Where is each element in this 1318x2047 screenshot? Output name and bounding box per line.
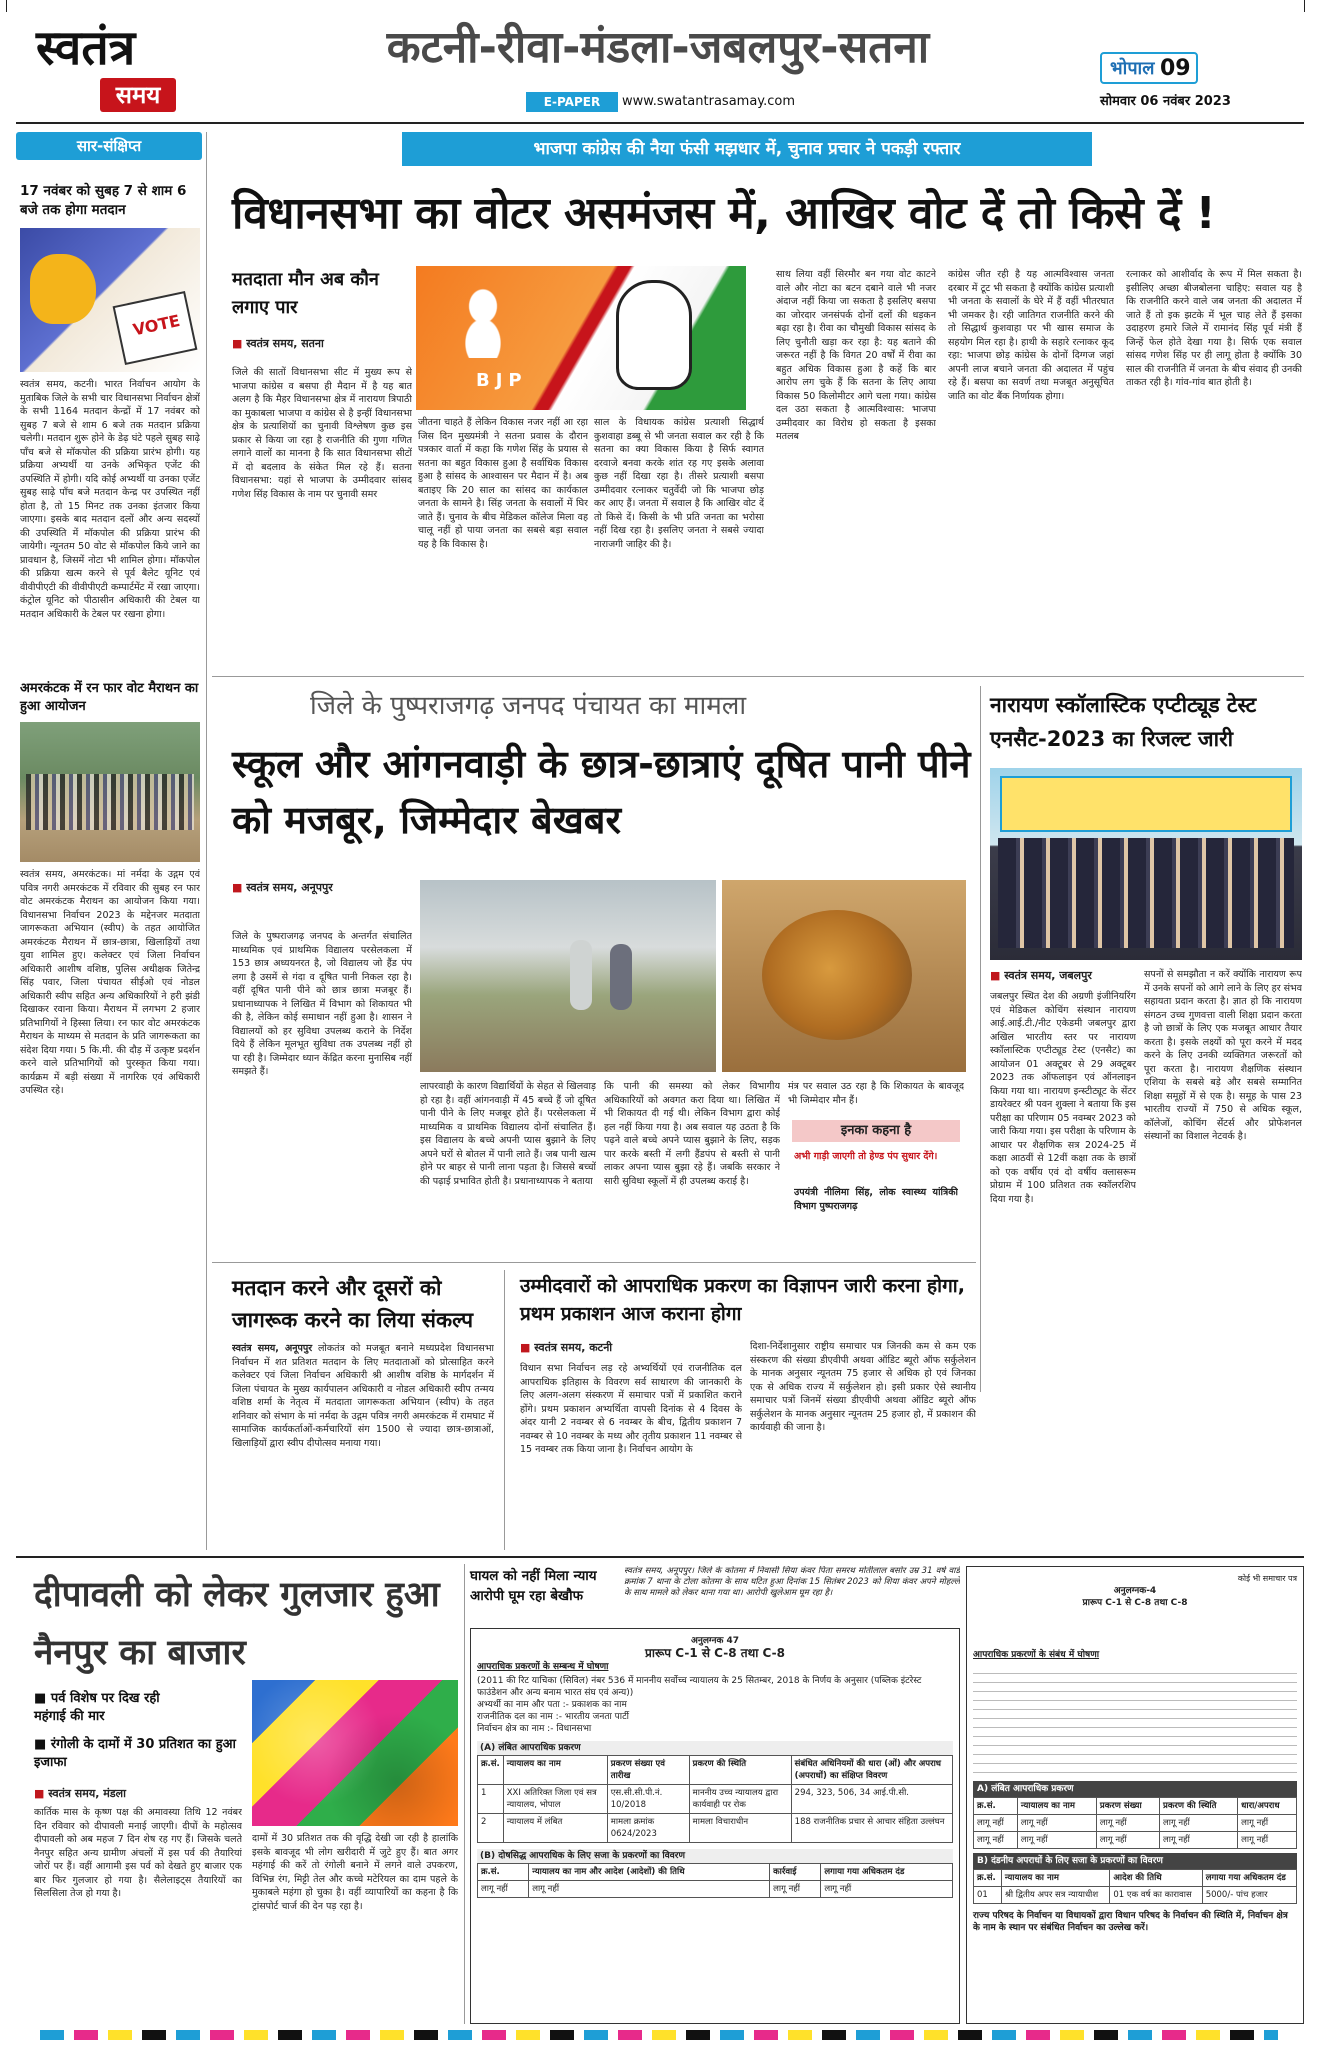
notice1-party: राजनीतिक दल का नाम :- भारतीय जनता पार्टी — [477, 1712, 629, 1722]
col-header: न्यायालय का नाम — [1001, 1870, 1110, 1887]
table-cell: मामला विचाराधीन — [689, 1814, 791, 1843]
notice1-section-b: (B) दोषसिद्ध आपराधिक के लिए सजा के प्रकरणों का विवरण — [477, 1849, 953, 1863]
col-header: प्रकरण की स्थिति — [689, 1756, 791, 1785]
col-header: प्रकरण संख्या एवं तारीख — [607, 1756, 689, 1785]
notice2-footer: राज्य परिषद के निर्वाचन या विधायकों द्वारा विधान परिषद के निर्वाचन की स्थिति में, निर्वाचन क्षेत्र के नाम के स्थान पर संबंधित निर्वाचन का उल्लेख करें। — [973, 1911, 1288, 1933]
color-heaps — [252, 1680, 458, 1826]
website-url[interactable]: www.swatantrasamay.com — [622, 94, 796, 109]
mp-map-shape — [30, 254, 96, 324]
quote-body: अभी गाड़ी जाएगी तो हेण्ड पंप सुधार देंगे। — [794, 1151, 938, 1162]
sidebar-header-title: सार-संक्षिप्त — [76, 137, 142, 155]
table-cell: लागू नहीं — [1159, 1815, 1237, 1832]
notice2-form-title: प्रारूप C-1 से C-8 तथा C-8 — [1082, 1598, 1188, 1608]
table-row — [478, 1814, 953, 1843]
table-cell: लागू नहीं — [974, 1815, 1018, 1832]
sidebar-divider — [206, 132, 207, 1550]
quote-box — [788, 1120, 964, 1252]
col-header: धारा/अपराध — [1238, 1798, 1297, 1815]
rangoli-photo — [252, 1680, 458, 1826]
masthead — [0, 0, 1318, 124]
brief1-photo — [20, 228, 200, 372]
story2-col3: कि पानी की समस्या को लेकर विभागीय अधिकारियों को अवगत करा दिया था। लिखित में भी शिकायत दी गई थी। लेकिन विभाग द्वारा कोई हल नहीं किया गया है। अब सवाल यह उठता है कि पढ़ने वाले बच्चे अपने प्यास बुझाने के लिए, सड़क पार करके बस्ती में लगी हैंडपंप से बस्ती से पानी लाकर अपना प्यास बुझा रहे हैं। जबकि सरकार ने सारी सुविधा स्कूलों में ही उपलब्ध कराई है। — [604, 1081, 780, 1187]
story2-kicker: जिले के पुष्पराजगढ़ जनपद पंचायत का मामला — [310, 691, 747, 721]
story3-photo — [990, 768, 1302, 960]
notice1-table-a — [477, 1755, 953, 1843]
hand-symbol — [616, 280, 692, 390]
sidebar — [16, 132, 202, 1550]
story6-col2: दामों में 30 प्रतिशत तक की वृद्धि देखी जा रही है हालांकि इसके बावजूद भी लोग खरीदारी में जुटे हुए हैं। बात अगर महंगाई की करें तो रंगोली बनाने में लगने वाले उपकरण, विभिन्न रंग, मिट्टी तेल और कच्चे मटेरियल का दाम पहले के मुकाबले महंगा हो चुका है। वहीं व्यापारियों का कहना है कि ट्रांसपोर्ट चार्ज की देन पड़ रहा है। — [252, 1833, 458, 1912]
child-figure — [610, 944, 632, 1010]
brief2-body: स्वतंत्र समय, अमरकंटक। मां नर्मदा के उद्गम एवं पवित्र नगरी अमरकंटक में रविवार की सुबह रन फार वोट अमरकंटक मैराथन का आयोजन किया गया। विधानसभा निर्वाचन 2023 के मद्देनजर मतदाता जागरूकता अभियान (स्वीप) के तहत आयोजित अमरकंटक मैराथन में छात्र-छात्रा, खिलाड़ियों तथा युवा शामिल हुए। कलेक्टर एवं जिला निर्वाचन अधिकारी आशीष वशिष्ठ, पुलिस अधीक्षक जितेन्द्र सिंह पवार, जिला पंचायत सीईओ एवं नोडल अधिकारी स्वीप सहित अन्य अधिकारियों ने हरी झंडी दिखाकर रवाना किया। मैराथन में लगभग 2 हजार प्रतिभागियों ने हिस्सा लिया। रन फार वोट अमरकंटक मैराथन के माध्यम से मतदान के प्रति जागरूकता का संदेश दिया गया। 5 कि.मी. की दौड़ में उत्कृष्ट प्रदर्शन करने वाले प्रतिभागियों को पुरस्कृत किया गया। कार्यक्रम में बड़ी संख्या में नागरिक एवं अधिकारी उपस्थित रहे। — [20, 869, 200, 1096]
notice2-form: अनुलग्नक-4 — [1113, 1586, 1157, 1596]
story5-headline: उम्मीदवारों को आपराधिक प्रकरण का विज्ञापन जारी करना होगा, प्रथम प्रकाशन आज कराना होगा — [520, 1275, 965, 1325]
story6-divider — [464, 1564, 465, 2024]
story3-divider — [980, 686, 981, 1392]
table-row — [478, 1785, 953, 1814]
notice1-form: अनुलग्नक 47 — [690, 1636, 740, 1646]
lead-col2: जीतना चाहते हैं लेकिन विकास नजर नहीं आ रहा जिस दिन मुख्यमंत्री ने सतना प्रवास के दौरान पत्रकार वार्ता में कहा कि गणेश सिंह के प्रयास से सतना का बहुत विकास हुआ है सर्वाधिक विकास हुआ है सांसद के आश्वासन पर मैदान में है। अब बताइए कि 20 साल का सांसद का कार्यकाल जनता के सामने है। सिंह जनता के सवालों में घिर जाते हैं। चुनाव के बीच मेडिकल कॉलेज मिला वह चालू नहीं हो पाया जनता का सबसे बड़ा सवाल यह है कि विकास है। — [418, 417, 588, 550]
story7-headline: घायल को नहीं मिला न्याय आरोपी घूम रहा बेखौफ — [470, 1568, 597, 1604]
bullet2-text: रंगोली के दामों में 30 प्रतिशत का हुआ इजाफा — [34, 1737, 236, 1770]
table-cell: 188 राजनीतिक प्रचार से आचार संहिता उल्लंघन — [791, 1814, 952, 1843]
story4-body — [232, 1342, 494, 1548]
section-banner — [402, 132, 1092, 166]
table-cell: 294, 323, 506, 34 आई.पी.सी. — [791, 1785, 952, 1814]
dirty-water-bowl — [762, 910, 912, 1040]
table-row — [974, 1832, 1297, 1849]
table-header-row — [478, 1864, 953, 1881]
col-header: क्र.सं. — [974, 1870, 1002, 1887]
logo-bottom: समय — [115, 81, 161, 109]
table-cell: लागू नहीं — [1017, 1832, 1096, 1849]
story6-bullet2 — [34, 1736, 244, 1772]
table-cell: एस.सी.सी.पी.नं. 10/2018 — [607, 1785, 689, 1814]
table-cell: माननीय उच्च न्यायालय द्वारा कार्यवाही पर रोक — [689, 1785, 791, 1814]
story2-headline: स्कूल और आंगनवाड़ी के छात्र-छात्राएं दूषित पानी पीने को मजबूर, जिम्मेदार बेखबर — [232, 742, 971, 842]
banner-text: भाजपा कांग्रेस की नैया फंसी मझधार में, चुनाव प्रचार ने पकड़ी रफ्तार — [533, 139, 961, 159]
story6-bullet1 — [34, 1690, 194, 1726]
lead-byline: ■ स्वतंत्र समय, सतना — [232, 336, 412, 351]
notice1-section-a: (A) लंबित आपराधिक प्रकरण — [477, 1741, 953, 1755]
col-header: लगाया गया अधिकतम दंड — [1202, 1870, 1296, 1887]
table-cell: लागू नहीं — [770, 1881, 821, 1898]
legal-notice-2 — [966, 1566, 1304, 2024]
table-cell: लागू नहीं — [1096, 1832, 1159, 1849]
print-color-bar — [40, 2030, 1278, 2040]
brief1-body: स्वतंत्र समय, कटनी। भारत निर्वाचन आयोग के मुताबिक जिले के सभी चार विधानसभा निर्वाचन क्षेत्रों के सभी 1164 मतदान केन्द्रों में 17 नवंबर को सुबह 7 बजे से शाम 6 बजे तक मतदान प्रक्रिया चलेगी। मतदान शुरू होने के डेढ़ घंटे पहले सुबह साढ़े पाँच बजे से मॉकपोल की प्रक्रिया प्रारंभ होगी। यह प्रक्रिया अभ्यर्थी या उनके अभिकृत एजेंट की उपस्थिति में होगी। यदि कोई अभ्यर्थी या उनका एजेंट सुबह साढ़े पाँच बजे मतदान केन्द्र पर उपस्थित नहीं होता है, तो 15 मिनट तक उनका इंतजार किया जाएगा। इसके बाद मतदान दलों और अन्य सदस्यों की उपस्थिति में मॉकपोल की प्रक्रिया प्रारंभ की जायेगी। न्यूनतम 50 वोट से मॉकपोल किये जाने का प्रावधान है, जिसमें नोटा भी शामिल होगा। मॉकपोल की प्रक्रिया खत्म करने से पूर्व बैलेट यूनिट एवं वीवीपीएटी की वीवीपीएटी कम्पार्टमेंट में रखा जाएगा। कंट्रोल यूनिट को पीठासीन अधिकारी की टेबल या मतदान अधिकारी के टेबल पर रखना होगा। — [20, 379, 200, 620]
lotus-symbol — [440, 284, 526, 358]
table-cell: लागू नहीं — [529, 1881, 770, 1898]
story6-headline: दीपावली को लेकर गुलजार हुआ नैनपुर का बाजार — [34, 1575, 440, 1673]
brief1-title: 17 नवंबर को सुबह 7 से शाम 6 बजे तक होगा मतदान — [20, 183, 187, 218]
table-header-row — [478, 1756, 953, 1785]
lead-bottom-rule — [212, 676, 1304, 677]
col-header: क्र.सं. — [974, 1798, 1018, 1815]
col-header: न्यायालय का नाम — [1017, 1798, 1096, 1815]
epaper-badge: E-PAPER — [526, 92, 618, 112]
table-cell: मामला क्रमांक 0624/2023 — [607, 1814, 689, 1843]
story4-byline: स्वतंत्र समय, अनूपपुर — [232, 1343, 313, 1354]
lead-col6: रत्नाकर को आशीर्वाद के रूप में मिल सकता है। इसीलिए अच्छा बीजबोलना चाहिए: सवाल यह है कि राजनीति करने वाले जब जनता की अदालत में जाते हैं तो इक झटके में भूल चाह लेते हैं इसका उदाहरण हमारे जिले में रामानंद सिंह पूर्व मंत्री हैं जिन्हें फेल होते देखा गया है। सिर्फ एक सवाल सांसद गणेश सिंह पर ही लागू होता है क्योंकि 30 साल की राजनीति में जनता के बीच संवाद ही उनकी ताकत रही है। गांव-गांव बात होती है। — [1126, 269, 1302, 388]
quote-title: इनका कहना है — [840, 1123, 912, 1138]
story6-col1: कार्तिक मास के कृष्ण पक्ष की अमावस्या तिथि 12 नवंबर दिन रविवार को दीपावली मनाई जाएगी। दीपों के महोत्सव दीपावली को अब महज 7 दिन शेष रह गए हैं। जिसके चलते नैनपुर सहित अन्य ग्रामीण अंचलों में इस पर्व की तैयारियां जोरों पर हैं। वहीं आगामी इस पर्व को देखते हुए बाजार एक बार फिर गुलजार हो गया है। सैलेलाइट्स तैयारियों का सिलसिला तेज हो गया है। — [34, 1807, 242, 1899]
notice1-constituency: निर्वाचन क्षेत्र का नाम :- विधानसभा — [477, 1724, 592, 1734]
col-header: क्र.सं. — [478, 1756, 504, 1785]
lead-col4: साथ लिया वहीं सिरमौर बन गया वोट काटने वाले और नोटा का बटन दबाने वाले भी नजर अंदाज नहीं किया जा सकता है इसलिए बसपा का जोरदार जनसंपर्क दोनों दलों की धड़कन बढ़ा रहा है। रीवा का चौमुखी विकास सांसद के लिए चुनौती खड़ा कर रहा है: यह बताने की जरूरत नहीं है कि विगत 20 वर्षों में रीवा का बहुत अधिक विकास हुआ है कहें कि बार आरोप लग चुके हैं कि सतना के लिए आया विकास 50 किलोमीटर आगे चला गया। कांग्रेस दल उठा सकता है आत्मविश्वास: भाजपा उम्मीदवार का विरोध हो सकता है इसका मतलब — [776, 269, 936, 442]
lower-rule — [16, 1556, 1304, 1558]
story5-col1: विधान सभा निर्वाचन लड़ रहे अभ्यर्थियों एवं राजनीतिक दल आपराधिक इतिहास के विवरण सर्व साधारण की जानकारी के लिए अलग-अलग संस्करण में समाचार पत्रों में प्रकाशित कराने होंगे। प्रथम प्रकाशन अभ्यर्थिता वापसी दिनांक से 4 दिवस के अंदर यानी 2 नवम्बर से 6 नवम्बर के बीच, द्वितीय प्रकाशन 7 नवम्बर से 10 नवम्बर के मध्य और तृतीय प्रकाशन 11 नवम्बर से 15 नवम्बर तक किया जाना है। निर्वाचन आयोग के — [520, 1363, 742, 1455]
story5-col2: दिशा-निर्देशानुसार राष्ट्रीय समाचार पत्र जिनकी कम से कम एक संस्करण की संख्या डीएवीपी अथवा ऑडिट ब्यूरो ऑफ सर्कुलेशन के मानक अनुसार न्यूनतम 75 हजार से अधिक हो एवं जिनका एक से अधिक राज्य में सर्कुलेशन हो। इसी प्रकार ऐसे स्थानीय समाचार पत्रों जिनमें संख्या डीएवीपी अथवा ऑडिट ब्यूरो ऑफ सर्कुलेशन के मानक अनुसार न्यूनतम 25 हजार हो, में प्रकाशन की कार्यवाही की जाना है। — [750, 1341, 976, 1433]
bullet-icon: ■ — [34, 1737, 51, 1752]
brief2-title: अमरकंटक में रन फार वोट मैराथन का हुआ आयोजन — [20, 681, 199, 714]
notice1-table-b — [477, 1863, 953, 1898]
quote-title-bar — [792, 1120, 960, 1142]
notice2-note: कोई भी समाचार पत्र — [1237, 1574, 1297, 1583]
sidebar-header — [16, 132, 202, 160]
page-number: 09 — [1160, 56, 1191, 81]
col-header: क्र.सं. — [478, 1864, 529, 1881]
col-header: आदेश की तिथि — [1110, 1870, 1202, 1887]
lead-col5: कांग्रेस जीत रही है यह आत्मविश्वास जनता दरबार में टूट भी सकता है क्योंकि कांग्रेस प्रत्याशी भी जनता के सवालों के घेरे में हैं वहीं भीतरघात भी जमकर है। रही जातिगत राजनीति करने की तो सिद्धार्थ कुशवाहा पर भी खास समाज के सहयोग मिल रहा है। हाथी के सहारे रत्नाकर कूद रहा: भाजपा छोड़ कांग्रेस के दोनों दिग्गज जहां अपनी लाज बचाने जनता की अदालत में पहुंच रहे हैं। बसपा का सवर्ण तथा मजबूत अनुसूचित जाति का वोट बैंक निर्णायक होगा। — [948, 269, 1114, 402]
table-cell: 01 एक वर्ष का कारावास — [1110, 1887, 1202, 1904]
masthead-rule — [16, 122, 1304, 124]
col-header: न्यायालय का नाम और आदेश (आदेशों) की तिथि — [529, 1864, 770, 1881]
page-info-box — [1100, 52, 1198, 84]
story4-text: लोकतंत्र को मजबूत बनाने मध्यप्रदेश विधानसभा निर्वाचन में शत प्रतिशत मतदान के लिए मतदाताओं को प्रोत्साहित करने कलेक्टर एवं जिला निर्वाचन अधिकारी श्री आशीष वशिष्ठ के मार्गदर्शन में जिला पंचायत के मुख्य कार्यपालन अधिकारी व नोडल अधिकारी स्वीप तन्मय वशिष्ठ शर्मा के नेतृत्व में मतदाता जागरूकता अभियान (स्वीप) के तहत शनिवार को संभाग के मां नर्मदा के उद्गम पवित्र नगरी अमरकंटक में रामघाट में सामाजिक कार्यकर्ताओं-कर्मचारियों संग 1500 से ज्यादा छात्र-छात्राओं, खिलाड़ियों द्वारा स्वीप दीपोत्सव मनाया गया। — [232, 1343, 494, 1449]
notice1-subject: आपराधिक प्रकरणों के सम्बन्ध में घोषणा — [477, 1662, 609, 1672]
notice2-table-b — [973, 1869, 1297, 1904]
bullet1-text: पर्व विशेष पर दिख रही महंगाई की मार — [34, 1691, 160, 1724]
story3-headline: नारायण स्कॉलास्टिक एप्टीट्यूड टेस्ट एनसैट-2023 का रिजल्ट जारी — [990, 693, 1257, 751]
table-cell: 1 — [478, 1785, 504, 1814]
mid-rule — [212, 1262, 976, 1263]
notice1-form-title: प्रारूप C-1 से C-8 तथा C-8 — [645, 1646, 785, 1660]
story4-headline: मतदान करने और दूसरों को जागरूक करने का लिया संकल्प — [232, 1276, 474, 1332]
story7-body: स्वतंत्र समय, अनूपपुर। जिले के कोतमा में निवासी सिया कंवर पिता समरथ मोतीलाल बसोर उम्र 31 वर्ष वार्ड क्रमांक 7 थाना के टोला कोतमा के साथ घटित हुआ दिनांक 15 सितंबर 2023 को शिया कंवर अपने मोहल्ले के साथ मामले को लेकर थाना गया था। आरोपी खुलेआम घूम रहा है। — [624, 1566, 960, 1598]
story2-byline: ■ स्वतंत्र समय, अनूपपुर — [232, 880, 432, 895]
notice2-subject: आपराधिक प्रकरणों के संबंध में घोषणा — [973, 1650, 1100, 1660]
story2-col1: जिले के पुष्पराजगढ़ जनपद के अन्तर्गत संचालित माध्यमिक एवं प्राथमिक विद्यालय परसेलकला में 153 छात्र अध्ययनरत है, जो विद्यालय जो हैंड पंप लगा है उसमें से गंदा व दूषित पानी निकल रहा है। वहीं दूषित पानी पीने को छात्र छात्रा मजबूर हैं। प्रधानाध्यापक ने लिखित में विभाग को शिकायत भी की है, लेकिन कोई समाधान नहीं हुआ है। शासन ने विद्यालयों को हर सुविधा उपलब्ध कराने के निर्देश दिये हैं लेकिन मूलभूत सुविधा तक उपलब्ध नहीं हो पा रही है। जिम्मेदार ध्यान केंद्रित करना मुनासिब नहीं समझते हैं। — [232, 931, 412, 1077]
logo-bottom-box — [100, 78, 176, 112]
col-header: संबंधित अधिनियमों की धारा (ओं) और अपराध (अपराधों) का संक्षिप्त विवरण — [791, 1756, 952, 1785]
ballot-box-label: VOTE — [131, 310, 182, 340]
legal-notice-1 — [470, 1628, 960, 2024]
child-figure — [570, 940, 592, 1010]
table-cell: लागू नहीं — [1096, 1815, 1159, 1832]
col-header: प्रकरण की स्थिति — [1159, 1798, 1237, 1815]
notice2-section-a: A) लंबित आपराधिक प्रकरण — [973, 1781, 1297, 1797]
notice1-candidate: अभ्यर्थी का नाम और पता :- प्रकाशक का नाम — [477, 1700, 627, 1710]
table-cell: 01 — [974, 1887, 1002, 1904]
marathon-photo — [20, 722, 200, 862]
notice2-table-a — [973, 1797, 1297, 1849]
table-cell: लागू नहीं — [478, 1881, 529, 1898]
notice2-section-b: B) दंडनीय अपराधों के लिए सजा के प्रकरणों का विवरण — [973, 1853, 1297, 1869]
story2-photo-water — [722, 880, 966, 1072]
table-row — [974, 1887, 1297, 1904]
bullet-icon: ■ — [34, 1691, 51, 1706]
table-header-row — [974, 1798, 1297, 1815]
edition-name: भोपाल — [1110, 58, 1155, 79]
story5-byline: ■ स्वतंत्र समय, कटनी — [520, 1340, 720, 1355]
ballot-box — [113, 291, 198, 365]
story3-byline: ■ स्वतंत्र समय, जबलपुर — [990, 968, 1160, 983]
quote-name: उपयंत्री नीलिमा सिंह, लोक स्वास्थ्य यांत्रिकी विभाग पुष्पराजगढ़ — [794, 1187, 958, 1212]
story3-col2: सपनों से समझौता न करें क्योंकि नारायण रूप में उनके सपनों को आगे लाने के लिए हर संभव सहायता प्रदान करता है। ज्ञात हो कि नारायण संगठन उच्च गुणवत्ता वाली शिक्षा प्रदान करता है जो छात्रों के लिए एक मजबूत आधार तैयार करता है। इसके लक्ष्यों को पूरा करने में मदद करने के लिए उनकी व्यक्तिगत जरूरतों को पूरा करता है। नारायण शैक्षणिक संस्थान एशिया के सबसे बड़े और सबसे सम्मानित शिक्षा समूहों में से एक है। समूह के पास 23 भारतीय राज्यों में 750 से अधिक स्कूल, कॉलेजों, कोचिंग सेंटर्स और प्रोफेशनल संस्थानों का विशाल नेटवर्क है। — [1144, 969, 1302, 1142]
banner-backdrop — [1000, 776, 1292, 832]
story2-col4: मंत्र पर सवाल उठ रहा है कि शिकायत के बावजूद भी जिम्मेदार मौन हैं। — [788, 1081, 964, 1106]
lead-subheadline: मतदाता मौन अब कौन लगाए पार — [232, 269, 379, 318]
issue-date: सोमवार 06 नवंबर 2023 — [1100, 94, 1231, 109]
story4-divider — [504, 1270, 505, 1550]
table-cell: न्यायालय में लंबित — [503, 1814, 607, 1843]
table-row — [974, 1815, 1297, 1832]
story2-col2: लापरवाही के कारण विद्यार्थियों के सेहत से खिलवाड़ हो रहा है। वहीं आंगनवाड़ी में 45 बच्चे हैं जो दूषित पानी पीने के लिए मजबूर होते हैं। परसेलकला में माध्यमिक व प्राथमिक विद्यालय दोनों संचालित हैं। इस विद्यालय के बच्चे अपनी प्यास बुझाने के लिए अपने घरों से बोतल में पानी लाते हैं। जब पानी खत्म होने पर बाहर से पानी लाना पड़ता है। जिससे बच्चों की पढ़ाई प्रभावित होती है। प्रधानाध्यापक ने बताया — [420, 1081, 596, 1187]
lead-headline: विधानसभा का वोटर असमंजस में, आखिर वोट दें तो किसे दें ! — [232, 188, 1216, 239]
col-header: लगाया गया अधिकतम दंड — [821, 1864, 953, 1881]
table-header-row — [974, 1870, 1297, 1887]
logo-top: स्वतंत्र — [36, 20, 136, 76]
notice2-filler — [973, 1665, 1297, 1777]
col-header: कार्रवाई — [770, 1864, 821, 1881]
table-cell: 2 — [478, 1814, 504, 1843]
bjp-logo-text: BJP — [476, 370, 528, 391]
table-row — [478, 1881, 953, 1898]
lead-col1: जिले की सातों विधानसभा सीट में मुख्य रूप से भाजपा कांग्रेस व बसपा ही मैदान में है यह बात अलग है कि मैहर विधानसभा क्षेत्र में नारायण त्रिपाठी का मुकाबला भाजपा व कांग्रेस से है इन्हीं विधानसभा क्षेत्र के प्रत्याशियों का चुनावी विश्लेषण कुछ इस प्रकार से किया जा रहा है राजनीति की गुणा गणित लगाने वालों का मानना है कि सात विधानसभा सीटों में दो बदलाव के संकेत मिल रहे हैं। सतना विधानसभा: यहां से भाजपा के उम्मीदवार सांसद गणेश सिंह विकास के नाम पर चुनावी समर — [232, 367, 412, 500]
story3-col1: जबलपुर स्थित देश की अग्रणी इंजीनियरिंग एवं मेडिकल कोचिंग संस्थान नारायण आई.आई.टी./नीट एकेडमी जबलपुर द्वारा अखिल भारतीय स्तर पर नारायण स्कॉलास्टिक एप्टीट्यूड टेस्ट (एनसैट) का आयोजन 01 अक्टूबर से 29 अक्टूबर 2023 तक ऑफलाइन एवं ऑनलाइन किया गया था। नारायण इन्स्टीट्यूट के सेंटर डायरेक्टर श्री पवन शुक्ला ने बताया कि इस परीक्षा का परिणाम 05 नवम्बर 2023 को जारी किया गया। इस परीक्षा के परिणाम के आधार पर शैक्षणिक सत्र 2024-25 में कक्षा आठवीं से 12वीं कक्षा तक के छात्रों को एक वर्षीय एवं दो वर्षीय क्लासरूम प्रोग्राम में 100 प्रतिशत तक स्कॉलरशिप दिया गया है। — [990, 991, 1136, 1205]
table-cell: लागू नहीं — [1017, 1815, 1096, 1832]
table-cell: 5000/- पांच हजार — [1202, 1887, 1296, 1904]
table-cell: लागू नहीं — [821, 1881, 953, 1898]
runner-crowd — [26, 774, 194, 830]
table-cell: XXI अतिरिक्त जिला एवं सत्र न्यायालय, भोपाल — [503, 1785, 607, 1814]
table-cell: श्री द्वितीय अपर सत्र न्यायाधीश — [1001, 1887, 1110, 1904]
table-cell: लागू नहीं — [1238, 1815, 1297, 1832]
story6-byline: ■ स्वतंत्र समय, मंडला — [34, 1786, 214, 1801]
col-header: न्यायालय का नाम — [503, 1756, 607, 1785]
story2-photo-children — [420, 880, 716, 1072]
table-cell: लागू नहीं — [1238, 1832, 1297, 1849]
masthead-cities: कटनी-रीवा-मंडला-जबलपुर-सतना — [386, 22, 930, 73]
table-cell: लागू नहीं — [1159, 1832, 1237, 1849]
col-header: प्रकरण संख्या — [1096, 1798, 1159, 1815]
lead-col3: साल के विधायक कांग्रेस प्रत्याशी सिद्धार्थ कुशवाहा डब्बू से भी जनता सवाल कर रही है कि सतना का क्या विकास किया है सिर्फ स्वागत दरवाजे बनवा करके शांत रह गए इसके अलावा कुछ नहीं दिखा रहा है। तीसरे प्रत्याशी बसपा उम्मीदवार रत्नाकर चतुर्वेदी जो कि भाजपा छोड़ कर आए हैं। जनता में सवाल है कि आखिर वोट दें तो किसे दें। किसी के भी प्रति जनता का भरोसा नहीं दिख रहा है। इसलिए जनता ने सबसे ज्यादा नाराजगी जाहिर की है। — [594, 417, 764, 550]
notice1-intro: (2011 की रिट याचिका (सिविल) नंबर 536 में माननीय सर्वोच्च न्यायालय के 25 सितम्बर, 2018 के निर्णय के अनुसार (पब्लिक इंटरेस्ट फाउंडेशन और अन्य बनाम भारत संघ एवं अन्य)) — [477, 1676, 922, 1698]
party-symbols-photo — [416, 266, 746, 410]
people-row — [998, 838, 1294, 948]
table-cell: लागू नहीं — [974, 1832, 1018, 1849]
